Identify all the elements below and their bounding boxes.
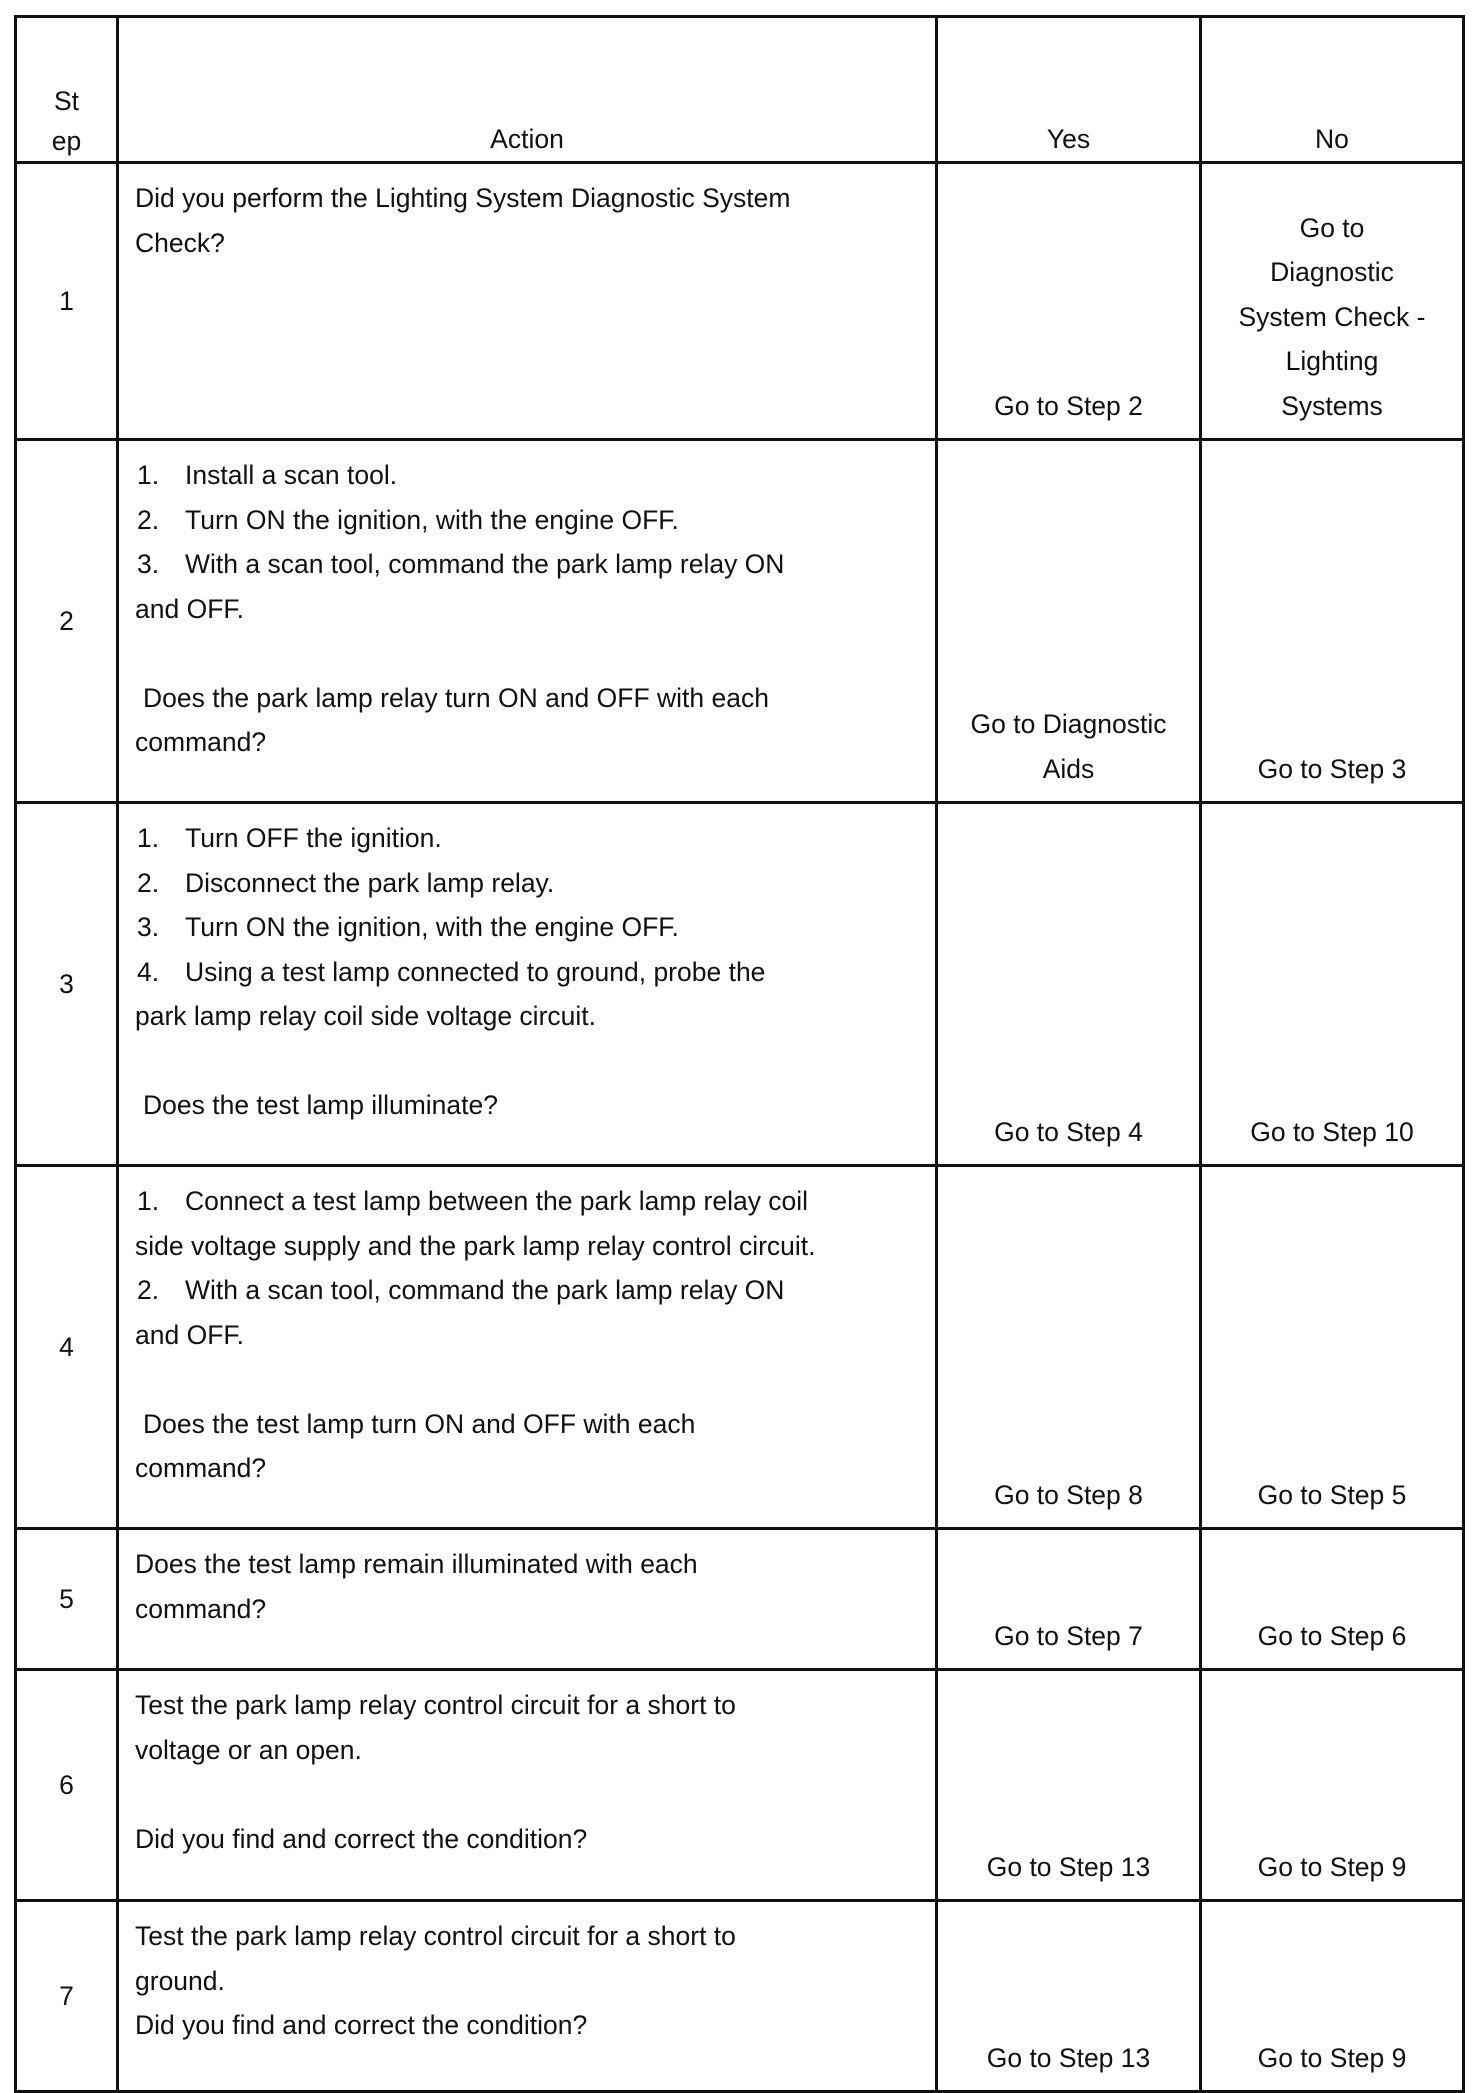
item-number: 1. bbox=[137, 823, 160, 853]
diagnostic-table bbox=[14, 15, 1465, 2093]
item-number: 3. bbox=[137, 549, 160, 579]
item-number: 1. bbox=[137, 1186, 160, 1216]
item-text: Using a test lamp connected to ground, probe the bbox=[185, 956, 766, 987]
item-text: Turn ON the ignition, with the engine OFF. bbox=[185, 912, 679, 942]
item-number: 1. bbox=[137, 460, 160, 490]
no-cell: Go to Step 6 bbox=[1201, 1529, 1464, 1670]
header-yes: Yes bbox=[937, 17, 1201, 163]
no-line: System Check - bbox=[1238, 301, 1426, 332]
header-action: Action bbox=[118, 17, 937, 163]
action-line: voltage or an open. bbox=[135, 1734, 362, 1765]
action-item bbox=[135, 1179, 927, 1224]
table-row bbox=[16, 1670, 1464, 1901]
action-item bbox=[135, 861, 927, 906]
step-number: 6 bbox=[16, 1670, 118, 1901]
table-row bbox=[16, 163, 1464, 440]
action-question: Does the test lamp illuminate? bbox=[143, 1090, 498, 1120]
action-item-continuation: park lamp relay coil side voltage circuit. bbox=[135, 1001, 596, 1031]
action-question: Did you find and correct the condition? bbox=[135, 2010, 588, 2040]
yes-cell: Go to Step 4 bbox=[937, 803, 1201, 1166]
action-cell bbox=[118, 440, 937, 803]
no-cell: Go to Step 5 bbox=[1201, 1166, 1464, 1529]
step-number: 1 bbox=[16, 163, 118, 440]
action-item bbox=[135, 816, 927, 861]
header-row bbox=[16, 17, 1464, 163]
step-number: 5 bbox=[16, 1529, 118, 1670]
action-cell bbox=[118, 163, 937, 440]
action-line: command? bbox=[135, 1593, 267, 1624]
action-item-continuation: side voltage supply and the park lamp relay control circuit. bbox=[135, 1230, 816, 1261]
item-number: 3. bbox=[137, 912, 160, 942]
table-row bbox=[16, 440, 1464, 803]
action-item bbox=[135, 542, 927, 587]
item-number: 2. bbox=[137, 1275, 160, 1305]
item-number: 2. bbox=[137, 504, 160, 535]
yes-cell: Go to Step 2 bbox=[937, 163, 1201, 440]
header-step-line-1: St bbox=[53, 86, 80, 116]
item-text: Disconnect the park lamp relay. bbox=[185, 867, 555, 898]
action-line: Test the park lamp relay control circuit for a short to bbox=[135, 1921, 736, 1951]
item-number: 2. bbox=[137, 867, 160, 898]
action-line: Does the test lamp remain illuminated with each bbox=[135, 1549, 698, 1579]
yes-cell: Go to Step 8 bbox=[937, 1166, 1201, 1529]
item-text: Turn OFF the ignition. bbox=[185, 823, 442, 853]
no-line: Lighting bbox=[1285, 346, 1379, 376]
action-cell bbox=[118, 803, 937, 1166]
step-number: 7 bbox=[16, 1901, 118, 2092]
action-question: command? bbox=[135, 727, 267, 757]
yes-cell: Go to Step 7 bbox=[937, 1529, 1201, 1670]
header-no: No bbox=[1201, 17, 1464, 163]
yes-cell: Go to Step 13 bbox=[937, 1670, 1201, 1901]
action-item bbox=[135, 1268, 927, 1313]
no-line: Diagnostic bbox=[1270, 257, 1394, 287]
table-row bbox=[16, 1529, 1464, 1670]
item-text: Connect a test lamp between the park lamp relay coil bbox=[185, 1186, 809, 1216]
no-cell: Go to Step 10 bbox=[1201, 803, 1464, 1166]
action-item bbox=[135, 950, 927, 995]
action-question: command? bbox=[135, 1453, 267, 1483]
item-text: Install a scan tool. bbox=[185, 460, 398, 490]
action-cell bbox=[118, 1529, 937, 1670]
no-cell: Go to Step 9 bbox=[1201, 1901, 1464, 2092]
step-number: 4 bbox=[16, 1166, 118, 1529]
no-cell bbox=[1201, 163, 1464, 440]
no-cell: Go to Step 9 bbox=[1201, 1670, 1464, 1901]
action-item-continuation: and OFF. bbox=[135, 1319, 244, 1350]
header-step-line-2: ep bbox=[51, 126, 82, 156]
action-line: Test the park lamp relay control circuit for a short to bbox=[135, 1690, 736, 1720]
action-question: Did you find and correct the condition? bbox=[135, 1823, 588, 1854]
header-step bbox=[16, 17, 118, 163]
action-cell bbox=[118, 1670, 937, 1901]
spacer bbox=[135, 631, 927, 676]
action-question: Does the park lamp relay turn ON and OFF with each bbox=[143, 682, 769, 713]
yes-cell bbox=[937, 440, 1201, 803]
action-line: Check? bbox=[135, 227, 225, 258]
action-item bbox=[135, 905, 927, 950]
action-cell bbox=[118, 1901, 937, 2092]
action-item bbox=[135, 498, 927, 543]
action-line: ground. bbox=[135, 1965, 225, 1996]
item-text: With a scan tool, command the park lamp relay ON bbox=[185, 549, 785, 579]
item-text: Turn ON the ignition, with the engine OFF. bbox=[185, 504, 679, 535]
item-number: 4. bbox=[137, 956, 160, 987]
action-question: Does the test lamp turn ON and OFF with each bbox=[143, 1408, 696, 1439]
no-line: Systems bbox=[1281, 390, 1383, 421]
table-row bbox=[16, 1901, 1464, 2092]
spacer bbox=[135, 1357, 927, 1402]
yes-cell: Go to Step 13 bbox=[937, 1901, 1201, 2092]
table-row bbox=[16, 1166, 1464, 1529]
action-item-continuation: and OFF. bbox=[135, 593, 244, 624]
no-cell: Go to Step 3 bbox=[1201, 440, 1464, 803]
no-line: Go to bbox=[1299, 212, 1365, 243]
action-cell bbox=[118, 1166, 937, 1529]
table-row bbox=[16, 803, 1464, 1166]
yes-line: Aids bbox=[1042, 753, 1095, 784]
spacer bbox=[135, 1039, 927, 1084]
action-line: Did you perform the Lighting System Diagnostic System bbox=[135, 183, 791, 213]
action-item bbox=[135, 453, 927, 498]
spacer bbox=[135, 1772, 927, 1817]
step-number: 3 bbox=[16, 803, 118, 1166]
step-number: 2 bbox=[16, 440, 118, 803]
yes-line: Go to Diagnostic bbox=[970, 709, 1167, 739]
item-text: With a scan tool, command the park lamp relay ON bbox=[185, 1275, 785, 1305]
